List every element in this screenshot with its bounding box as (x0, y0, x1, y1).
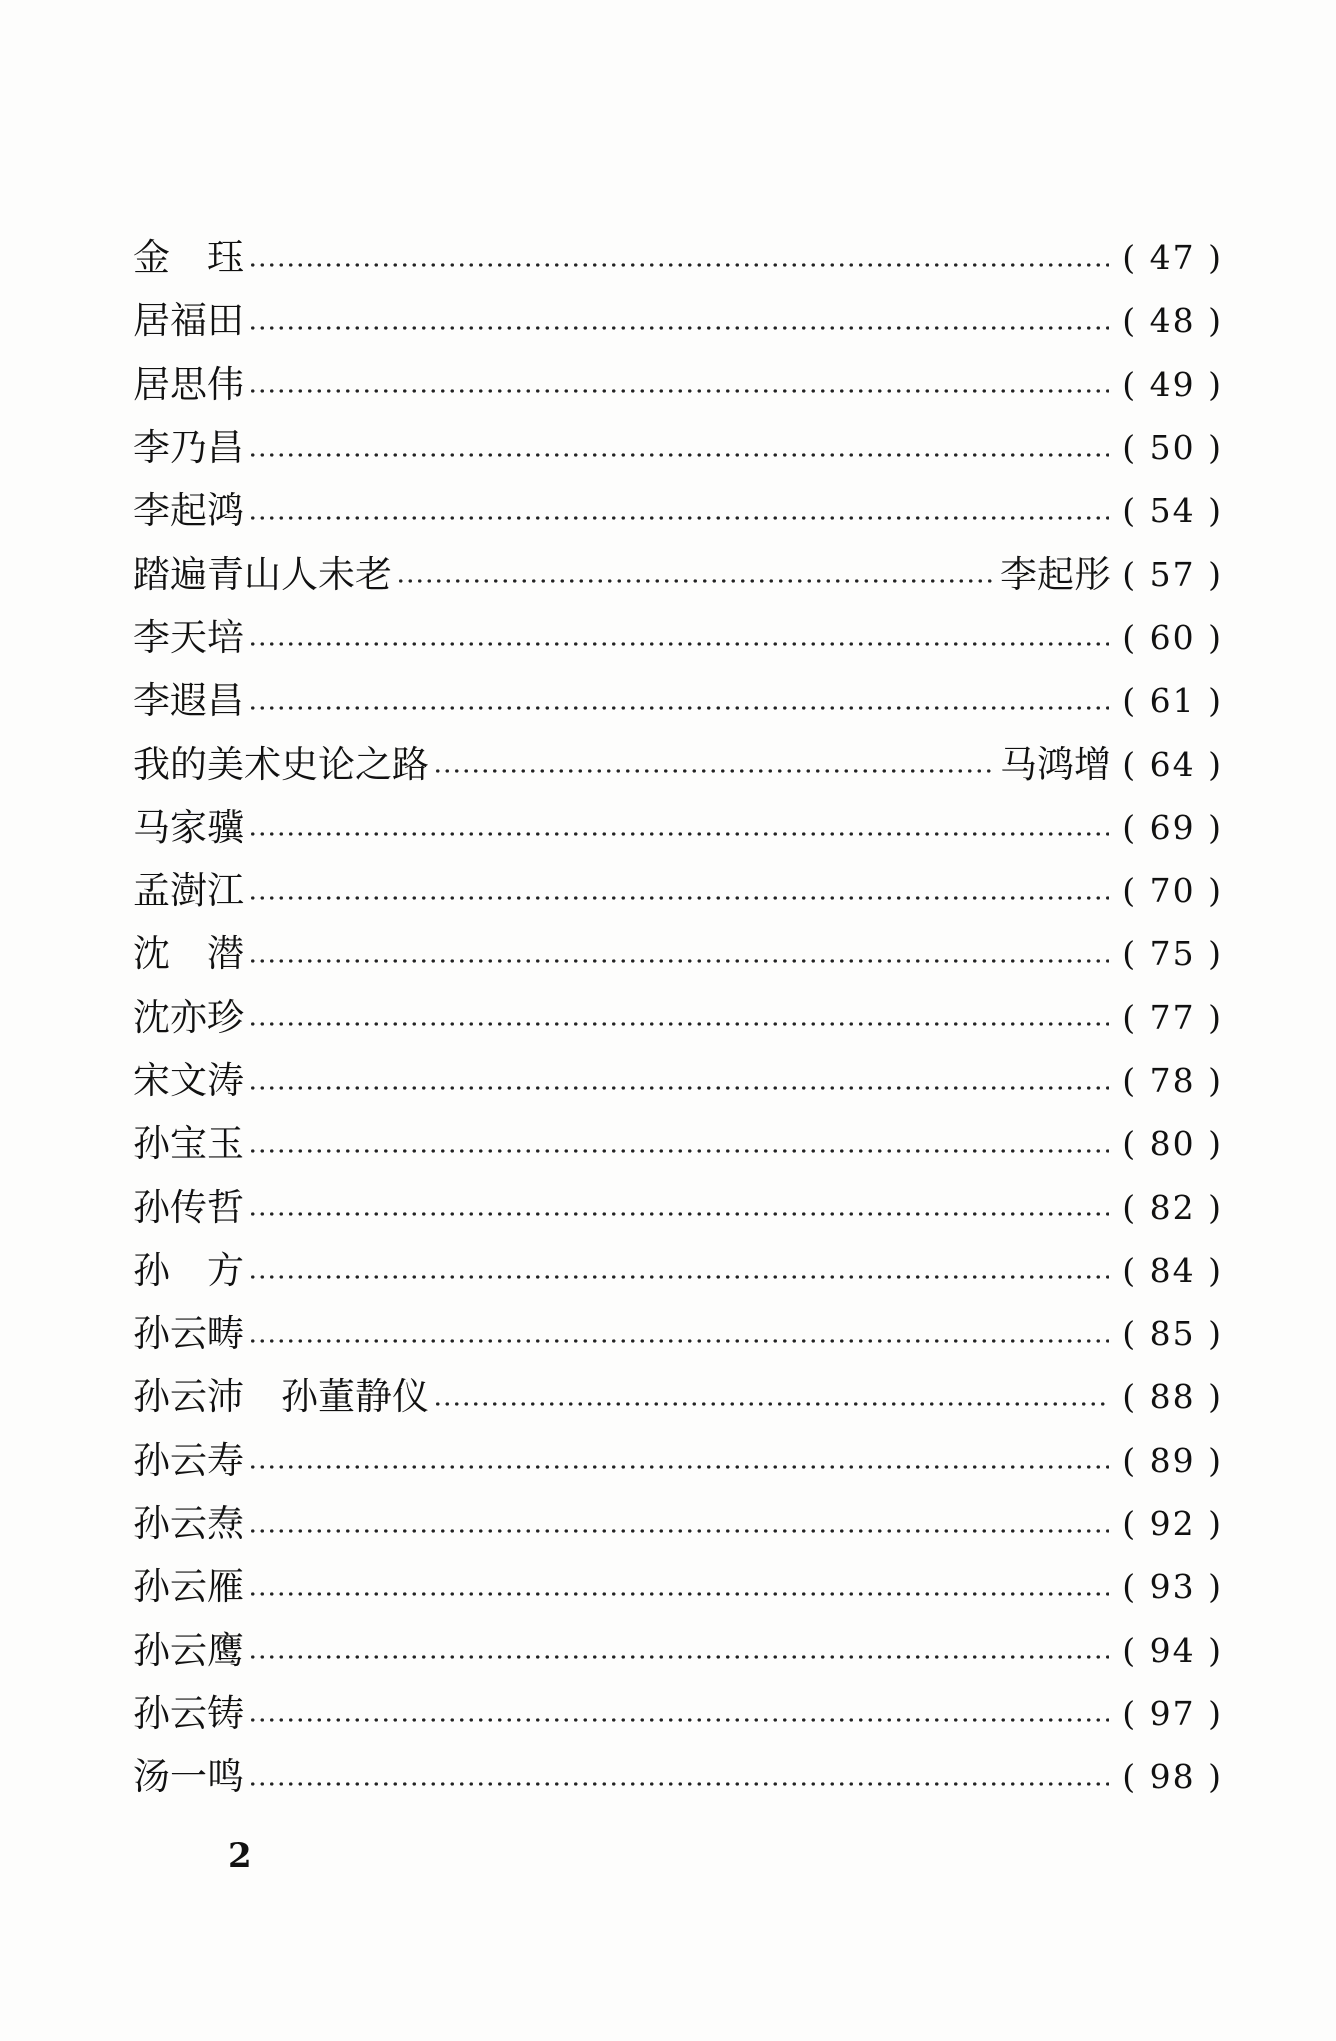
toc-entry-page: ( 47 ) (1122, 238, 1223, 278)
toc-entry-page: ( 64 ) (1122, 744, 1223, 784)
toc-entry (133, 606, 1223, 669)
toc-entry-page: ( 88 ) (1122, 1377, 1223, 1417)
dot-leader (248, 642, 1109, 646)
toc-entry (133, 1239, 1223, 1302)
dot-leader (248, 1339, 1109, 1343)
toc-entry-page: ( 54 ) (1122, 491, 1223, 531)
toc-entry-page: ( 48 ) (1122, 301, 1223, 341)
toc-entry-title: 孙云鹰 (133, 1628, 244, 1672)
toc-entry-page: ( 61 ) (1122, 681, 1223, 721)
dot-leader (248, 1275, 1109, 1279)
dot-leader (248, 896, 1109, 900)
toc-entry-title: 李遐昌 (133, 679, 244, 723)
toc-entry-page: ( 50 ) (1122, 428, 1223, 468)
toc-entry (133, 1175, 1223, 1238)
toc-entry-page: ( 97 ) (1122, 1693, 1223, 1733)
dot-leader (248, 1149, 1109, 1153)
toc-entry (133, 1619, 1223, 1682)
toc-entry-title: 马家骥 (133, 805, 244, 849)
dot-leader (248, 832, 1109, 836)
toc-entry-page: ( 77 ) (1122, 997, 1223, 1037)
toc-entry (133, 732, 1223, 795)
dot-leader (248, 389, 1109, 393)
dot-leader (248, 263, 1109, 267)
toc-entry (133, 1745, 1223, 1808)
toc-entry-page: ( 75 ) (1122, 934, 1223, 974)
toc-entry-title: 居思伟 (133, 362, 244, 406)
toc-entry (133, 1365, 1223, 1428)
toc-entry-page: ( 69 ) (1122, 807, 1223, 847)
toc-entry-title: 金 珏 (133, 236, 244, 280)
toc-entry-page: ( 93 ) (1122, 1567, 1223, 1607)
toc-entry-title: 孙宝玉 (133, 1122, 244, 1166)
toc-entry-title: 孙传哲 (133, 1185, 244, 1229)
toc-entry-title: 孙云焘 (133, 1502, 244, 1546)
dot-leader (248, 1022, 1109, 1026)
toc-entry-page: ( 78 ) (1122, 1061, 1223, 1100)
toc-entry-title: 沈 潜 (133, 932, 244, 976)
dot-leader (433, 1402, 1109, 1406)
table-of-contents (133, 226, 1223, 1808)
toc-entry (133, 416, 1223, 479)
toc-entry (133, 669, 1223, 732)
toc-entry (133, 1429, 1223, 1492)
dot-leader (248, 1718, 1109, 1722)
toc-entry (133, 542, 1223, 605)
dot-leader (248, 1592, 1109, 1596)
toc-entry-page: ( 49 ) (1122, 364, 1223, 404)
toc-entry (133, 1112, 1223, 1175)
toc-entry-title: 居福田 (133, 299, 244, 343)
toc-entry (133, 289, 1223, 352)
toc-entry-page: ( 92 ) (1122, 1504, 1223, 1544)
dot-leader (248, 326, 1109, 330)
toc-entry (133, 1682, 1223, 1745)
toc-entry (133, 986, 1223, 1049)
toc-entry-page: ( 98 ) (1122, 1757, 1223, 1797)
toc-entry-title: 我的美术史论之路 (133, 742, 429, 786)
toc-entry (133, 1049, 1223, 1112)
toc-entry (133, 859, 1223, 922)
dot-leader (248, 1655, 1109, 1659)
page-number: 2 (228, 1836, 252, 1876)
dot-leader (248, 959, 1109, 963)
toc-entry-title: 踏遍青山人未老 (133, 552, 392, 596)
toc-entry-title: 孟澍江 (133, 869, 244, 913)
toc-entry-page: ( 82 ) (1122, 1187, 1223, 1227)
toc-entry-title: 孙云寿 (133, 1438, 244, 1482)
dot-leader (433, 769, 994, 773)
toc-entry-title: 沈亦珍 (133, 995, 244, 1039)
dot-leader (396, 579, 994, 583)
toc-entry (133, 922, 1223, 985)
toc-entry-title: 李乃昌 (133, 426, 244, 470)
dot-leader (248, 1529, 1109, 1533)
toc-entry (133, 1492, 1223, 1555)
toc-entry-page: ( 94 ) (1122, 1630, 1223, 1670)
dot-leader (248, 706, 1109, 710)
toc-entry-title: 孙云雁 (133, 1565, 244, 1609)
toc-entry-page: ( 84 ) (1122, 1250, 1223, 1290)
toc-entry-title: 汤一鸣 (133, 1755, 244, 1799)
toc-entry-page: ( 60 ) (1122, 617, 1223, 657)
dot-leader (248, 1782, 1109, 1786)
dot-leader (248, 1086, 1109, 1090)
toc-entry-title: 孙 方 (133, 1248, 244, 1292)
toc-entry-title: 李起鸿 (133, 489, 244, 533)
toc-entry (133, 479, 1223, 542)
toc-entry (133, 1302, 1223, 1365)
dot-leader (248, 516, 1109, 520)
toc-entry (133, 353, 1223, 416)
toc-entry-title: 孙云畴 (133, 1312, 244, 1356)
toc-entry-page: ( 70 ) (1122, 871, 1223, 911)
toc-entry-page: ( 89 ) (1122, 1440, 1223, 1480)
toc-entry-author: 李起彤 (1000, 552, 1111, 596)
toc-entry-page: ( 85 ) (1122, 1314, 1223, 1354)
dot-leader (248, 1212, 1109, 1216)
toc-entry (133, 796, 1223, 859)
toc-entry (133, 226, 1223, 289)
toc-entry-title: 孙云沛 孙董静仪 (133, 1375, 429, 1419)
toc-entry-title: 孙云铸 (133, 1691, 244, 1735)
dot-leader (248, 1465, 1109, 1469)
toc-entry-title: 宋文涛 (133, 1059, 244, 1102)
dot-leader (248, 453, 1109, 457)
toc-entry (133, 1555, 1223, 1618)
toc-entry-title: 李天培 (133, 615, 244, 659)
toc-entry-page: ( 80 ) (1122, 1124, 1223, 1164)
toc-entry-page: ( 57 ) (1122, 554, 1223, 594)
toc-entry-author: 马鸿增 (1000, 742, 1111, 786)
